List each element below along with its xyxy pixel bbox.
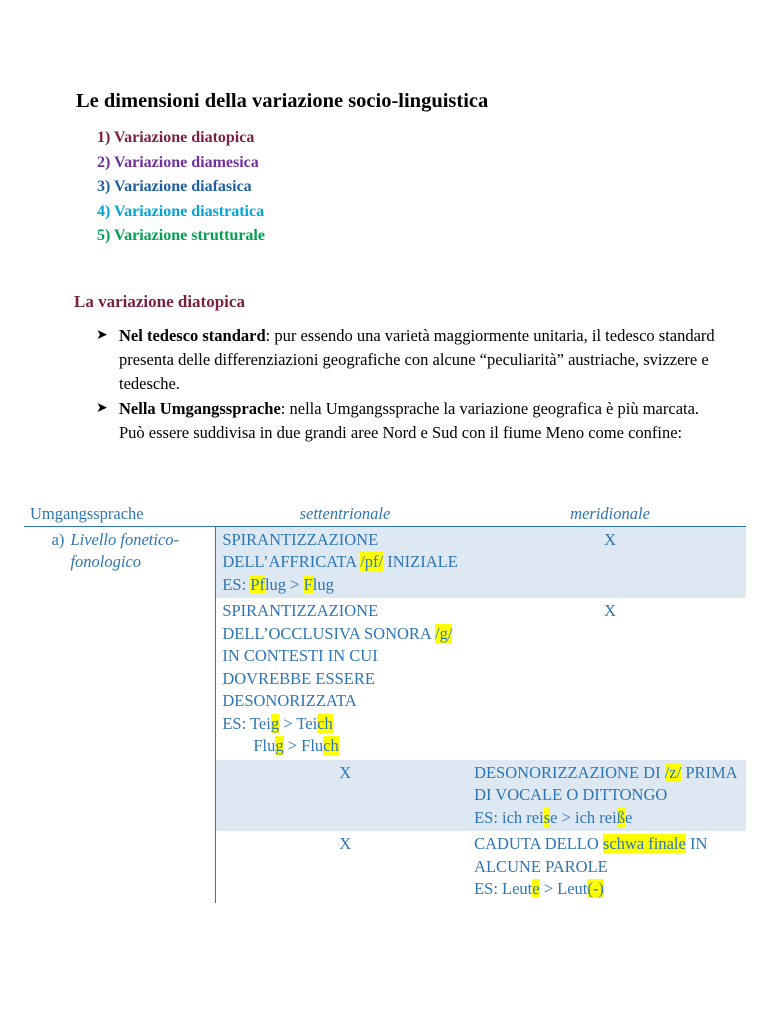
cell-text: > Flu xyxy=(283,736,324,755)
section-title: La variazione diatopica xyxy=(74,292,245,311)
bullet-lead: Nella Umgangssprache xyxy=(119,398,281,418)
highlight: Pf xyxy=(250,574,265,594)
cell-text: IN ALCUNE PAROLE xyxy=(474,834,708,876)
cell-text: lug > xyxy=(264,574,304,594)
cell-text: ES: Tei xyxy=(222,713,271,733)
highlight: schwa finale xyxy=(602,834,686,853)
arrow-bullet-icon: ➤ xyxy=(96,328,108,343)
header-meridionale: meridionale xyxy=(468,503,746,526)
highlight: g xyxy=(270,713,280,733)
cell-text: SPIRANTIZZAZIONE DELL’OCCLUSIVA SONORA xyxy=(222,601,436,643)
table-cell-x: X xyxy=(339,834,352,853)
table-cell-x: X xyxy=(216,760,468,832)
header-umgangssprache: Umgangssprache xyxy=(24,503,216,526)
list-item: 4) Variazione diastratica xyxy=(97,202,265,220)
cell-text: ES: xyxy=(222,574,251,594)
highlight: g xyxy=(275,736,284,755)
table-cell xyxy=(468,831,746,903)
table-cell-x: X xyxy=(468,526,746,598)
cell-text: ES: Leut xyxy=(474,879,533,898)
header-settentrionale: settentrionale xyxy=(216,503,468,526)
cell-text: > Leut xyxy=(539,879,588,898)
highlight: e xyxy=(532,879,540,898)
row-label xyxy=(24,526,216,903)
highlight: ch xyxy=(323,736,339,755)
highlight: /pf/ xyxy=(360,552,384,571)
row-label-text: Livello fonetico-fonologico xyxy=(70,529,180,571)
table-cell-x: X xyxy=(604,601,616,620)
cell-text: > Tei xyxy=(279,713,318,733)
table-cell xyxy=(216,598,468,760)
arrow-bullet-icon: ➤ xyxy=(96,400,108,416)
highlight: /g/ xyxy=(435,623,453,643)
table-cell xyxy=(468,760,746,832)
highlight: ch xyxy=(317,713,333,733)
cell-text: PRIMA DI VOCALE O DITTONGO xyxy=(474,762,737,804)
bullet-text: : nella Umgangssprache la variazione geografica è più marcata. Può essere suddivisa in due grandi aree Nord e Sud con il fiume Meno come confine: xyxy=(119,398,700,442)
table-row xyxy=(24,526,746,598)
bullet-text: : pur essendo una varietà maggiormente unitaria, il tedesco standard presenta delle differenziazioni geografiche con alcune “peculiarità” austriache, svizzere e tedesche. xyxy=(119,326,715,394)
list-item xyxy=(96,397,716,445)
cell-text: Flu xyxy=(253,736,276,755)
cell-text: DESONORIZZAZIONE DI xyxy=(474,762,665,782)
list-item: 1) Variazione diatopica xyxy=(97,129,255,146)
list-item xyxy=(96,324,716,397)
list-item: 3) Variazione diafasica xyxy=(97,178,252,195)
bullet-list xyxy=(96,324,716,445)
highlight: F xyxy=(303,574,313,594)
cell-text: CADUTA DELLO xyxy=(474,834,603,853)
table-cell xyxy=(216,526,468,598)
variation-table xyxy=(24,503,746,903)
row-label-number: a) xyxy=(51,529,65,549)
list-item: 2) Variazione diamesica xyxy=(97,153,259,171)
table-header-row xyxy=(24,503,746,526)
list-item: 5) Variazione strutturale xyxy=(97,227,265,244)
bullet-lead: Nel tedesco standard xyxy=(119,326,266,345)
cell-text: e xyxy=(624,807,633,827)
cell-text: IN CONTESTI IN CUI DOVREBBE ESSERE DESONORIZZATA xyxy=(222,646,378,710)
cell-text: e > ich rei xyxy=(550,807,617,827)
highlight: (-) xyxy=(587,879,604,898)
highlight: s xyxy=(543,807,551,827)
cell-text: ES: ich rei xyxy=(474,807,544,827)
cell-text: SPIRANTIZZAZIONE DELL’AFFRICATA xyxy=(222,529,379,571)
dimension-list xyxy=(97,126,265,249)
cell-text: INIZIALE xyxy=(383,552,458,571)
cell-text: lug xyxy=(312,574,334,594)
highlight: ß xyxy=(616,807,625,827)
highlight: /z/ xyxy=(664,762,682,782)
page-title: Le dimensioni della variazione socio-linguistica xyxy=(76,90,489,112)
